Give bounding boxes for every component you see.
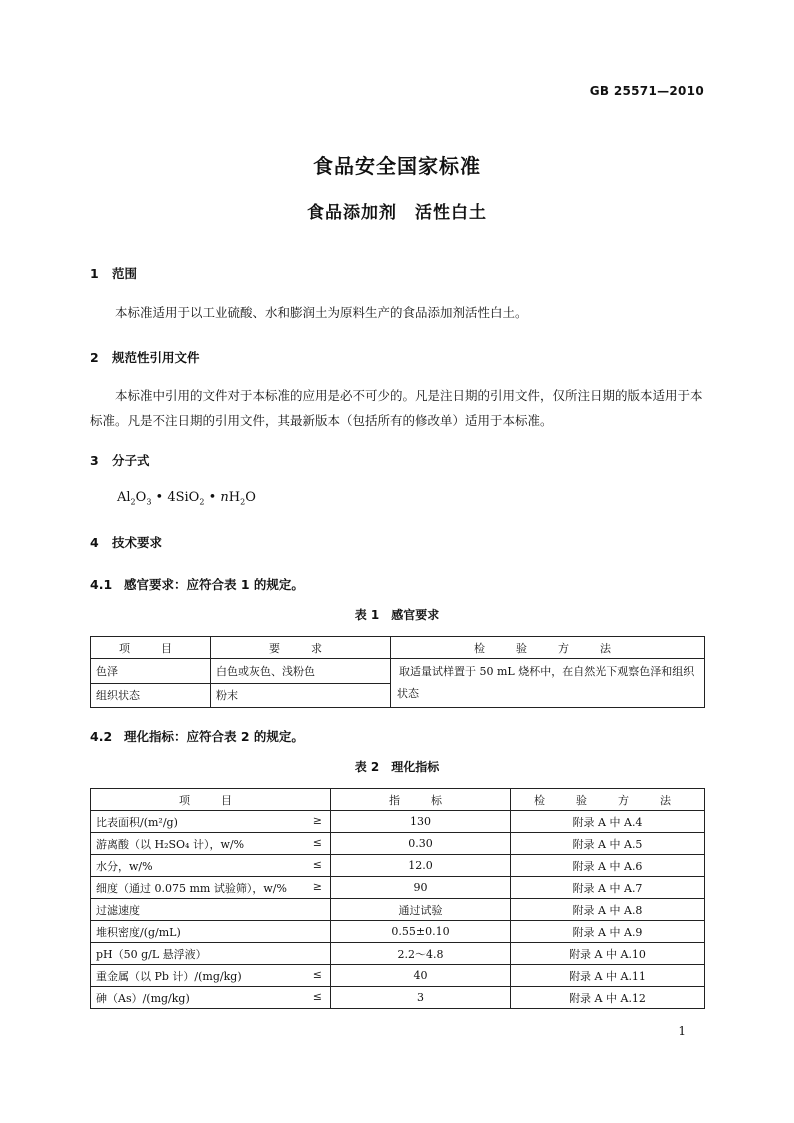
section-title: 感官要求：应符合表 1 的规定。: [124, 577, 304, 592]
section-title: 范围: [112, 266, 138, 281]
section-number: 3: [90, 453, 99, 468]
molecular-formula: $Al_2O_3$ • 4SiO$_2$ • $nH_2O$: [117, 490, 256, 507]
table-row: [91, 921, 705, 943]
table-cell-value: 40: [331, 965, 511, 987]
standard-code: GB 25571—2010: [589, 84, 704, 98]
section-number: 4.1: [90, 577, 113, 592]
comparison-operator: ≤: [312, 968, 322, 981]
table-row: [91, 899, 705, 921]
table-cell-item: 色泽: [91, 659, 211, 684]
item-label: 游离酸（以 H₂SO₄ 计），w/%: [96, 837, 245, 851]
table-cell-value: 3: [331, 987, 511, 1009]
table-cell-method: 附录 A 中 A.6: [511, 855, 705, 877]
section-number: 4: [90, 535, 99, 550]
table-header-cell: 项 目: [91, 637, 211, 659]
table-cell-method: 附录 A 中 A.8: [511, 899, 705, 921]
section-number: 1: [90, 266, 99, 281]
section-title: 规范性引用文件: [112, 350, 200, 365]
table-header-row: [91, 637, 705, 659]
table-cell-requirement: 白色或灰色、浅粉色: [211, 659, 391, 684]
table-2-physicochemical: [90, 788, 705, 1009]
comparison-operator: ≥: [312, 880, 322, 893]
table-cell-item: [91, 965, 331, 987]
table-cell-value: 2.2～4.8: [331, 943, 511, 965]
table-row: [91, 855, 705, 877]
table-row: [91, 965, 705, 987]
table-row: [91, 943, 705, 965]
section-1-text: 本标准适用于以工业硫酸、水和膨润土为原料生产的食品添加剂活性白土。: [115, 305, 528, 320]
section-title: 技术要求: [112, 535, 163, 550]
table-cell-method: 附录 A 中 A.9: [511, 921, 705, 943]
item-label: 砷（As）/(mg/kg): [96, 991, 190, 1005]
table-cell-item: 组织状态: [91, 683, 211, 708]
table-header-cell: 检 验 方 法: [391, 637, 705, 659]
comparison-operator: ≤: [312, 990, 322, 1003]
table-row: [91, 877, 705, 899]
item-label: 水分，w/%: [96, 859, 153, 873]
item-label: 重金属（以 Pb 计）/(mg/kg): [96, 969, 242, 983]
comparison-operator: ≥: [312, 814, 322, 827]
page-number: 1: [678, 1024, 686, 1038]
section-4-1-heading: [90, 575, 304, 593]
table-header-cell: 项 目: [91, 789, 331, 811]
table-cell-item: [91, 811, 331, 833]
document-title: 食品安全国家标准: [313, 154, 481, 178]
table-row: [91, 987, 705, 1009]
table-1-caption: 表 1 感官要求: [354, 608, 440, 622]
section-number: 2: [90, 350, 99, 365]
table-cell-method: 取适量试样置于 50 mL 烧杯中，在自然光下观察色泽和组织状态: [391, 659, 705, 708]
item-label: 堆积密度/(g/mL): [96, 925, 181, 939]
table-1-sensory: [90, 636, 705, 708]
item-label: 过滤速度: [96, 903, 140, 917]
table-row: [91, 833, 705, 855]
table-cell-method: 附录 A 中 A.4: [511, 811, 705, 833]
table-cell-item: [91, 921, 331, 943]
table-cell-item: [91, 877, 331, 899]
table-cell-value: 130: [331, 811, 511, 833]
table-cell-method: 附录 A 中 A.12: [511, 987, 705, 1009]
section-2-text: 本标准中引用的文件对于本标准的应用是必不可少的。凡是注日期的引用文件，仅所注日期的版本适用于本标准。凡是不注日期的引用文件，其最新版本（包括所有的修改单）适用于本标准。: [90, 388, 703, 428]
section-4-heading: [90, 533, 162, 551]
table-2-caption: 表 2 理化指标: [354, 760, 440, 774]
comparison-operator: ≤: [312, 836, 322, 849]
table-cell-item: [91, 987, 331, 1009]
table-row: [91, 811, 705, 833]
table-cell-value: 12.0: [331, 855, 511, 877]
table-cell-value: 0.30: [331, 833, 511, 855]
table-cell-value: 通过试验: [331, 899, 511, 921]
document-subtitle: 食品添加剂 活性白土: [307, 203, 487, 223]
section-3-heading: [90, 451, 150, 469]
table-cell-method: 附录 A 中 A.11: [511, 965, 705, 987]
table-header-cell: 检 验 方 法: [511, 789, 705, 811]
section-1-heading: [90, 264, 137, 282]
item-label: pH（50 g/L 悬浮液）: [96, 947, 207, 961]
table-cell-method: 附录 A 中 A.5: [511, 833, 705, 855]
section-number: 4.2: [90, 729, 113, 744]
section-2-heading: [90, 348, 200, 366]
table-cell-value: 0.55±0.10: [331, 921, 511, 943]
table-cell-item: [91, 833, 331, 855]
table-row: [91, 659, 705, 684]
comparison-operator: ≤: [312, 858, 322, 871]
table-cell-item: [91, 855, 331, 877]
section-4-2-heading: [90, 727, 304, 745]
table-cell-value: 90: [331, 877, 511, 899]
item-label: 比表面积/(m²/g): [96, 815, 178, 829]
table-header-cell: 要 求: [211, 637, 391, 659]
section-title: 理化指标：应符合表 2 的规定。: [124, 729, 304, 744]
item-label: 细度（通过 0.075 mm 试验筛），w/%: [96, 881, 287, 895]
table-header-row: [91, 789, 705, 811]
table-cell-item: [91, 943, 331, 965]
table-cell-item: [91, 899, 331, 921]
section-title: 分子式: [112, 453, 150, 468]
table-cell-method: 附录 A 中 A.7: [511, 877, 705, 899]
table-header-cell: 指 标: [331, 789, 511, 811]
table-cell-method: 附录 A 中 A.10: [511, 943, 705, 965]
table-cell-requirement: 粉末: [211, 683, 391, 708]
